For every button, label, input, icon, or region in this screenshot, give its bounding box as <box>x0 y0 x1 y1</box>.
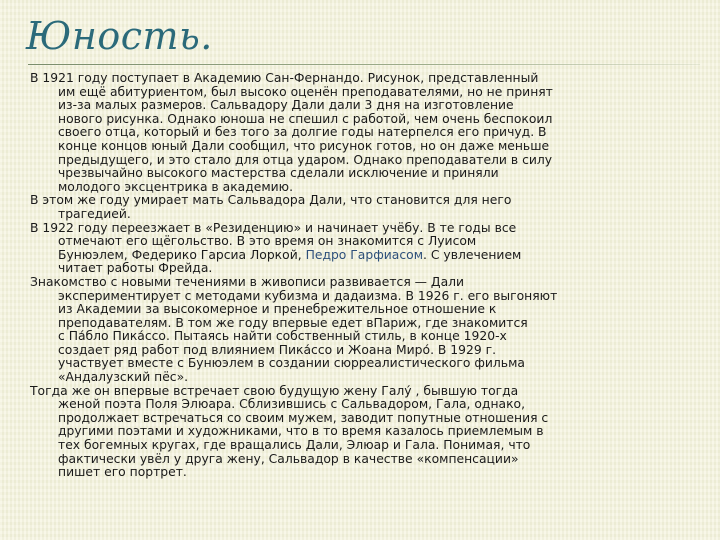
text-line: трагедией. <box>58 206 131 221</box>
text-line: с Па́бло Пика́ссо. Пытаясь найти собственный стиль, в конце 1920-х <box>58 329 507 344</box>
paragraph-mother <box>30 194 610 221</box>
slide-body <box>30 72 610 480</box>
text-line: чрезвычайно высокого мастерства сделали исключение и приняли <box>58 166 499 181</box>
text-line <box>30 249 610 263</box>
text-line: из-за малых размеров. Сальвадору Дали дали 3 дня на изготовление <box>58 98 514 113</box>
text-line: продолжает встречаться со своим мужем, заводит попутные отношения с <box>58 410 549 425</box>
garfias-link[interactable]: Педро Гарфиасом <box>305 247 424 262</box>
text-line: В 1921 году поступает в Академию Сан-Фернандо. Рисунок, представленный <box>30 71 539 85</box>
title-divider <box>28 64 700 65</box>
text-line: читает работы Фрейда. <box>58 261 213 276</box>
text-line: Тогда же он впервые встречает свою будущую жену Галу́ , бывшую тогда <box>30 383 519 398</box>
text-line: женой поэта Поля Элюара. Сблизившись с Сальвадором, Гала, однако, <box>58 397 526 412</box>
text-line: тех богемных кругах, где вращались Дали, Элюар и Гала. Понимая, что <box>58 438 531 453</box>
text-line: пишет его портрет. <box>58 465 187 480</box>
paragraph-new-trends <box>30 276 610 385</box>
text-line: им ещё абитуриентом, был высоко оценён преподавателями, но не принят <box>58 84 553 99</box>
text-line: экспериментирует с методами кубизма и дадаизма. В 1926 г. его выгоняют <box>58 288 558 303</box>
text-line: другими поэтами и художниками, что в то время казалось приемлемым в <box>58 424 544 439</box>
text-line: участвует вместе с Бунюэлем в создании сюрреалистического фильма <box>58 356 525 371</box>
text-line: создает ряд работ под влиянием Пика́ссо и Жоана Миро́. В 1929 г. <box>58 342 497 357</box>
text-line: отмечают его щёгольство. В это время он знакомится с Луисом <box>58 234 477 249</box>
text-line: В 1922 году переезжает в «Резиденцию» и начинает учёбу. В те годы все <box>30 220 517 235</box>
text-fragment: . С увлечением <box>423 247 522 262</box>
paragraph-academy <box>30 72 610 194</box>
text-line: «Андалузский пёс». <box>58 370 189 385</box>
text-line: преподавателям. В том же году впервые едет вПариж, где знакомится <box>58 315 528 330</box>
text-line: из Академии за высокомерное и пренебрежительное отношение к <box>58 302 497 317</box>
text-line: конце концов юный Дали сообщил, что рисунок готов, но он даже меньше <box>58 138 550 153</box>
paragraph-gala <box>30 385 610 480</box>
text-line: нового рисунка. Однако юноша не спешил с работой, чем очень беспокоил <box>58 111 553 126</box>
text-line: молодого эксцентрика в академию. <box>58 179 293 194</box>
text-line: фактически увёл у друга жену, Сальвадор в качестве «компенсации» <box>58 451 519 466</box>
text-line: Знакомство с новыми течениями в живописи развивается — Дали <box>30 274 465 289</box>
text-line: своего отца, который и без того за долгие годы натерпелся его причуд. В <box>58 125 547 140</box>
text-fragment: Бунюэлем, Федерико Гарсиа Лоркой, <box>58 247 306 262</box>
slide-title: Юность. <box>26 14 213 58</box>
text-line: В этом же году умирает мать Сальвадора Дали, что становится для него <box>30 193 512 208</box>
text-line: предыдущего, и это стало для отца ударом. Однако преподаватели в силу <box>58 152 553 167</box>
paragraph-residence <box>30 222 610 276</box>
